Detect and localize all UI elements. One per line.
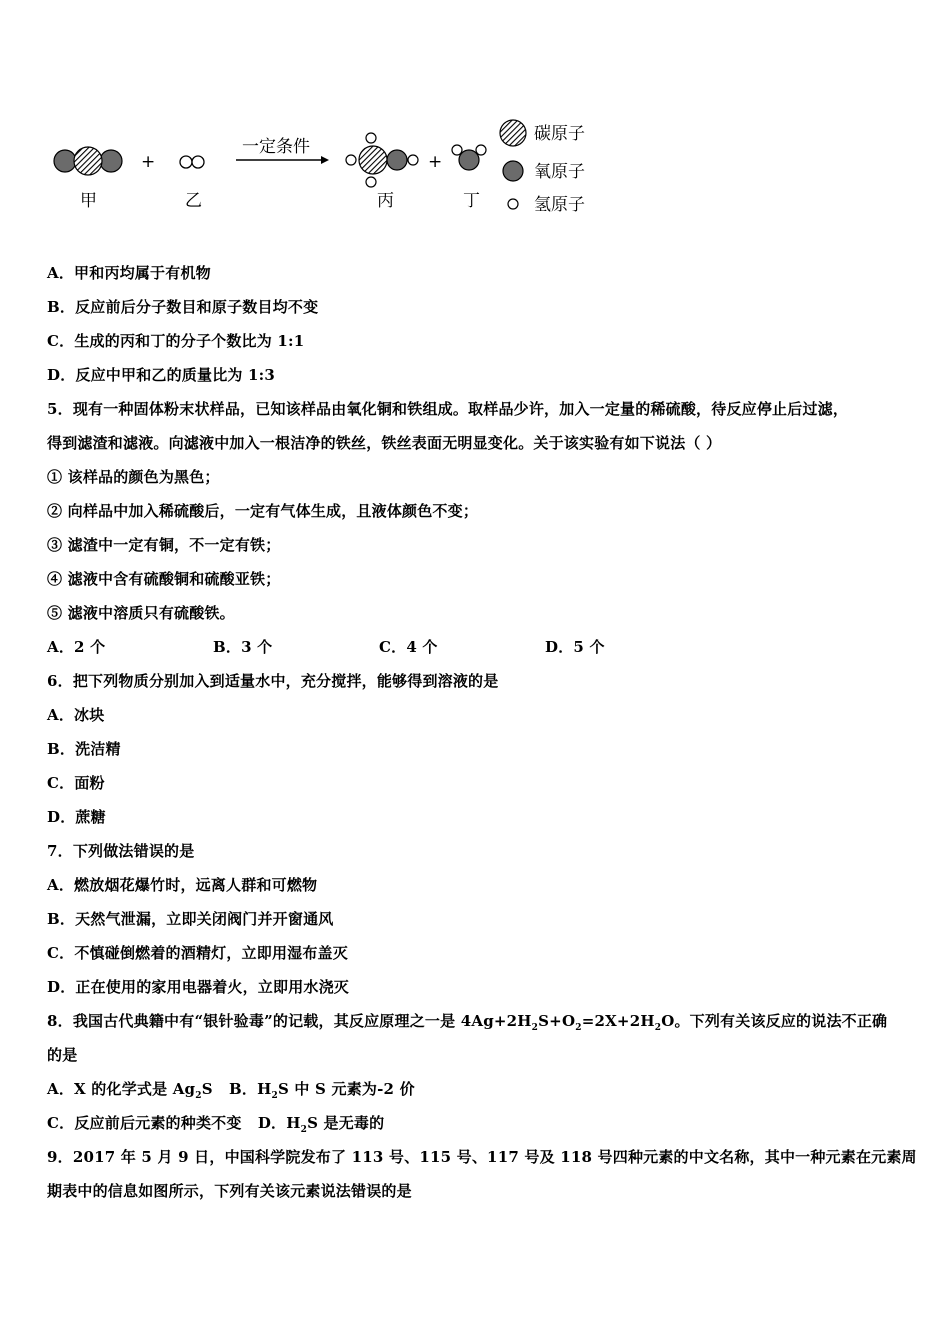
q5-statement-4: ④ 滤液中含有硫酸铜和硫酸亚铁； [47,570,281,588]
q8-stem-sub-1: 2 [531,1023,539,1033]
q8-stem-line-2: 的是 [47,1046,78,1064]
legend-oxygen-label: 氧原子 [534,162,585,182]
label-jia: 甲 [80,191,97,211]
plus-sign-1: + [141,152,156,172]
q5-stem-line-1: 5．现有一种固体粉末状样品，已知该样品由氧化铜和铁组成。取样品少许，加入一定量的稀硫酸，待反应停止后过滤， [47,400,849,418]
q5-statement-3: ③ 滤渣中一定有铜，不一定有铁； [47,536,281,554]
legend-carbon-icon [500,120,526,146]
q4-option-c: C．生成的丙和丁的分子个数比为 1:1 [47,332,305,350]
q4-option-d: D．反应中甲和乙的质量比为 1:3 [47,366,276,384]
q4-option-a: A．甲和丙均属于有机物 [47,264,211,282]
q7-option-a: A．燃放烟花爆竹时，远离人群和可燃物 [47,876,318,894]
molecule-bing [346,133,418,187]
legend-carbon-label: 碳原子 [534,124,585,144]
q9-stem-line-2: 期表中的信息如图所示，下列有关该元素说法错误的是 [47,1182,412,1200]
q6-option-b: B．洗洁精 [47,740,121,758]
q8-option-b [229,1080,415,1101]
q6-stem: 6．把下列物质分别加入到适量水中，充分搅拌，能够得到溶液的是 [47,672,499,690]
label-bing: 丙 [377,191,394,211]
q6-option-d: D．蔗糖 [47,808,106,826]
question-content [47,256,917,1208]
q8-option-a-pre: A．X 的化学式是 Ag [47,1080,196,1098]
q5-option-a: A．2 个 [47,638,106,656]
q7-option-c: C．不慎碰倒燃着的酒精灯，立即用湿布盖灭 [47,944,348,962]
plus-sign-2: + [428,152,443,172]
reaction-arrow-icon [236,156,329,164]
q7-option-b: B．天然气泄漏，立即关闭阀门并开窗通风 [47,910,334,928]
q5-statement-2: ② 向样品中加入稀硫酸后，一定有气体生成，且液体颜色不变； [47,502,479,520]
legend [500,120,585,215]
q8-option-b-sub: 2 [271,1091,278,1101]
q5-stem-line-2: 得到滤渣和滤液。向滤液中加入一根洁净的铁丝，铁丝表面无明显变化。关于该实验有如下说法（ ） [47,434,722,452]
q8-options-cd [47,1106,917,1140]
reaction-diagram [40,105,640,235]
q8-stem-post: O。下列有关该反应的说法不正确 [661,1012,888,1030]
label-yi: 乙 [185,191,202,211]
q8-option-b-post: S 中 S 元素为-2 价 [277,1080,415,1098]
q8-option-a-sub: 2 [195,1091,202,1101]
q8-option-d [257,1114,385,1135]
q8-options-ab [47,1072,917,1106]
q8-stem-sub-2: 2 [575,1023,582,1033]
legend-hydrogen-icon [508,199,518,209]
q8-option-a-post: S [201,1080,213,1098]
q7-option-d: D．正在使用的家用电器着火，立即用水浇灭 [47,978,350,996]
reaction-condition: 一定条件 [242,137,310,157]
q5-options [47,630,917,664]
q7-stem: 7．下列做法错误的是 [47,842,195,860]
q8-stem-mid-1: S+O [538,1012,576,1030]
q8-stem-mid-2: =2X+2H [581,1012,655,1030]
q9-stem-line-1: 9．2017 年 5 月 9 日，中国科学院发布了 113 号、115 号、117 号及 118 号四种元素的中文名称，其中一种元素在元素周 [47,1148,917,1166]
label-ding: 丁 [463,191,480,211]
q5-option-b: B．3 个 [213,638,273,656]
q5-statement-5: ⑤ 滤液中溶质只有硫酸铁。 [47,604,235,622]
q8-stem-pre: 8．我国古代典籍中有“银针验毒”的记载，其反应原理之一是 4Ag+2H [47,1012,532,1030]
q8-option-d-pre: D．H [257,1114,301,1132]
q5-statement-1: ① 该样品的颜色为黑色； [47,468,220,486]
legend-oxygen-icon [503,161,523,181]
q8-stem-line-1 [47,1004,917,1038]
molecule-ding [452,145,486,170]
molecule-jia [54,147,122,175]
q8-option-c: C．反应前后元素的种类不变 [47,1114,242,1132]
q8-option-d-sub: 2 [300,1125,308,1135]
q5-option-d: D．5 个 [545,638,605,656]
q6-option-a: A．冰块 [47,706,105,724]
q8-option-d-post: S 是无毒的 [307,1114,385,1132]
legend-hydrogen-label: 氢原子 [534,195,585,215]
molecule-yi [180,156,204,168]
q5-option-c: C．4 个 [379,638,438,656]
q4-option-b: B．反应前后分子数目和原子数目均不变 [47,298,319,316]
q8-option-b-pre: B．H [229,1080,272,1098]
q6-option-c: C．面粉 [47,774,105,792]
q8-stem-sub-3: 2 [654,1023,662,1033]
q8-option-a [47,1080,213,1101]
